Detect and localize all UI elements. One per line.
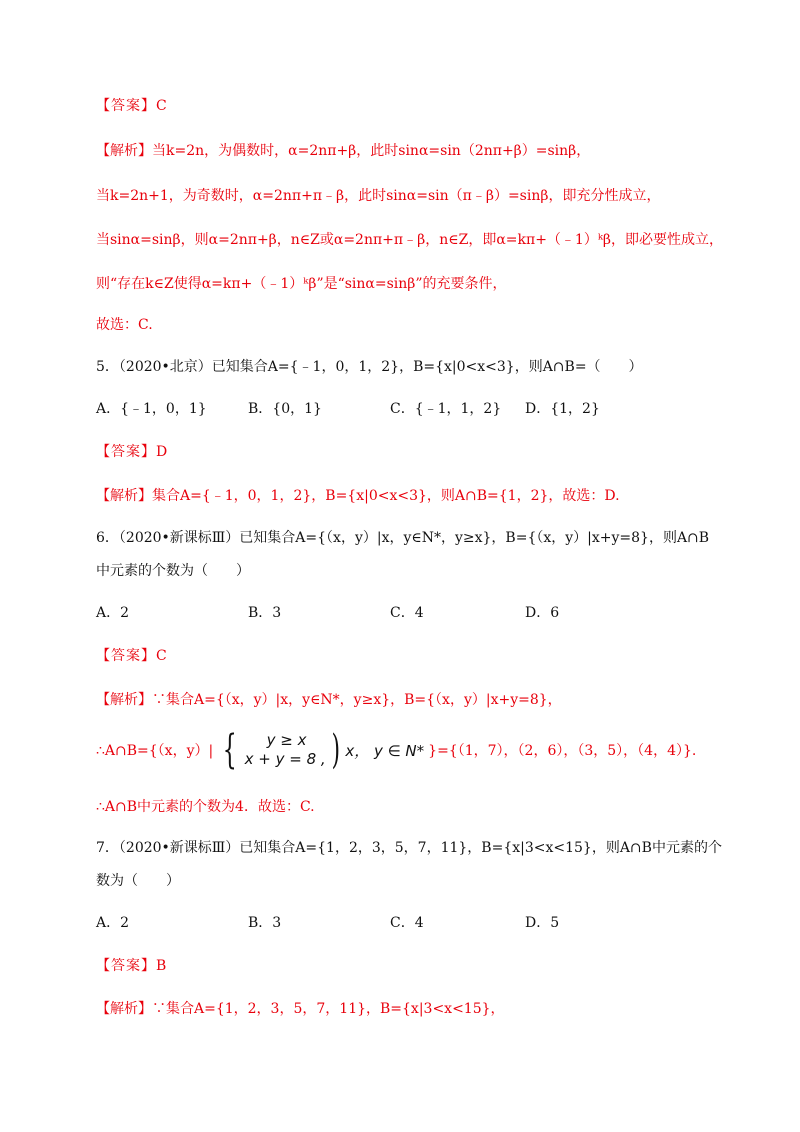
option-b: B．3: [248, 605, 282, 621]
option-d: D．{1，2}: [525, 401, 600, 417]
option-c: C．4: [390, 915, 424, 931]
option-a: A．{﹣1，0，1}: [96, 401, 207, 417]
question-6-conclusion: ∴A∩B中元素的个数为4．故选：C.: [96, 799, 315, 815]
analysis-line-5: 故选：C.: [96, 317, 153, 333]
left-brace: {: [222, 727, 237, 773]
option-d: D．5: [525, 915, 560, 931]
question-7-stem-line-1: 7．（2020•新课标Ⅲ）已知集合A={1，2，3，5，7，11}，B={x|3<x<15}，则A∩B中元素的个: [96, 840, 722, 856]
option-b: B．{0，1}: [248, 401, 322, 417]
question-6-set-expression: [96, 728, 696, 772]
case-bottom: x + y = 8 ,: [244, 750, 326, 768]
question-7-answer: 【答案】B: [96, 958, 168, 974]
option-c: C．{﹣1，1，2}: [390, 401, 502, 417]
set-result: }={（1，7），（2，6），（3，5），（4，4）}.: [428, 743, 697, 759]
answer-label-prev: 【答案】C: [96, 98, 168, 114]
question-5-stem: 5．（2020•北京）已知集合A={﹣1，0，1，2}，B={x|0<x<3}，则A∩B=（ ）: [96, 359, 643, 375]
question-6-analysis-line-1: 【解析】∵集合A={（x，y）|x，y∈N*，y≥x}，B={（x，y）|x+y=8}，: [96, 692, 562, 708]
analysis-line-4: 则“存在k∈Z使得α=kπ+（﹣1）ᵏβ”是“sinα=sinβ”的充要条件，: [96, 276, 507, 292]
option-c: C．4: [390, 605, 424, 621]
right-paren: ): [331, 727, 340, 773]
question-5-answer: 【答案】D: [96, 444, 169, 460]
question-6-stem-line-1: 6．（2020•新课标Ⅲ）已知集合A={（x，y）|x，y∈N*，y≥x}，B={（x，y）|x+y=8}，则A∩B: [96, 530, 710, 546]
cases-system: [243, 731, 328, 769]
question-6-answer: 【答案】C: [96, 648, 168, 664]
question-7-stem-line-2: 数为（ ）: [96, 873, 180, 889]
question-7-analysis: 【解析】∵集合A={1，2，3，5，7，11}，B={x|3<x<15}，: [96, 1001, 505, 1017]
option-a: A．2: [96, 915, 130, 931]
question-5-analysis: 【解析】集合A={﹣1，0，1，2}，B={x|0<x<3}，则A∩B={1，2}，故选：D.: [96, 488, 620, 504]
cases-group: [217, 727, 343, 773]
analysis-line-1: 【解析】当k=2n，为偶数时，α=2nπ+β，此时sinα=sin（2nπ+β）=sinβ，: [96, 143, 591, 159]
case-top: y ≥ x: [266, 731, 307, 749]
set-prefix: ∴A∩B={（x，y）|: [96, 743, 214, 759]
analysis-line-3: 当sinα=sinβ，则α=2nπ+β，n∈Z或α=2nπ+π﹣β，n∈Z，即α=kπ+（﹣1）ᵏβ，即必要性成立，: [96, 232, 724, 248]
set-condition: x， y ∈ N*: [345, 741, 425, 760]
question-6-stem-line-2: 中元素的个数为（ ）: [96, 563, 250, 579]
option-d: D．6: [525, 605, 560, 621]
option-b: B．3: [248, 915, 282, 931]
analysis-line-2: 当k=2n+1，为奇数时，α=2nπ+π﹣β，此时sinα=sin（π﹣β）=sinβ，即充分性成立，: [96, 188, 661, 204]
option-a: A．2: [96, 605, 130, 621]
